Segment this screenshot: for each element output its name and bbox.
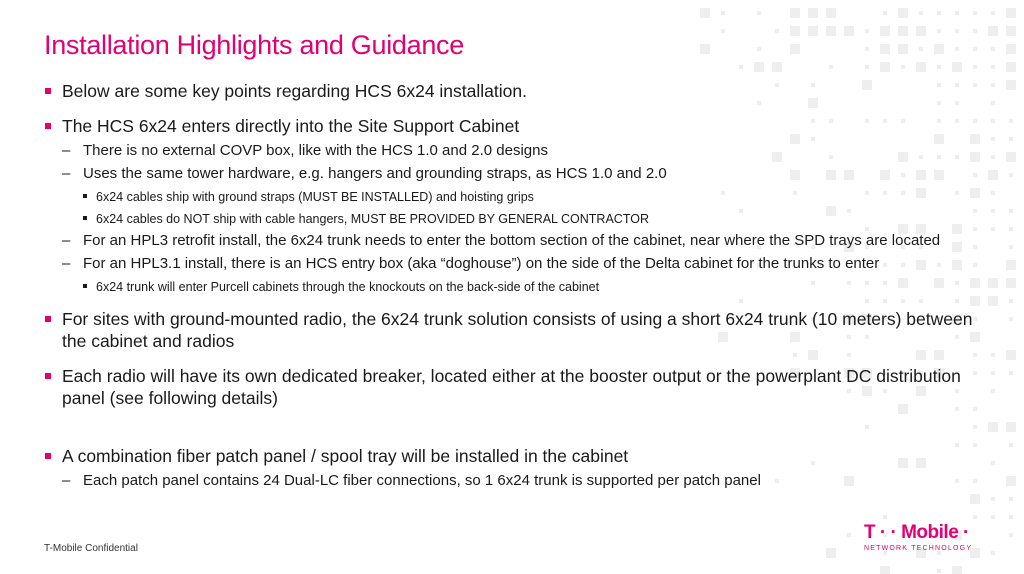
decorative-pixel xyxy=(916,62,926,72)
decorative-pixel xyxy=(991,47,995,51)
sub-sub-bullet-item xyxy=(44,279,984,295)
small-square-bullet-icon xyxy=(83,284,87,288)
decorative-pixel xyxy=(991,119,995,123)
decorative-pixel xyxy=(700,8,710,18)
decorative-pixel xyxy=(808,8,818,18)
decorative-pixel xyxy=(790,44,800,54)
dash-bullet-icon: – xyxy=(62,165,71,182)
decorative-pixel xyxy=(700,44,710,54)
decorative-pixel xyxy=(1009,533,1013,537)
decorative-pixel xyxy=(1009,317,1013,321)
decorative-pixel xyxy=(826,548,836,558)
decorative-pixel xyxy=(991,389,995,393)
t-mobile-logo xyxy=(864,522,984,562)
decorative-pixel xyxy=(898,26,908,36)
decorative-pixel xyxy=(880,26,890,36)
logo-wordmark: T · · Mobile · xyxy=(864,522,969,543)
decorative-pixel xyxy=(1006,26,1016,36)
dash-bullet-icon: – xyxy=(62,255,71,272)
decorative-pixel xyxy=(934,44,944,54)
decorative-pixel xyxy=(808,26,818,36)
decorative-pixel xyxy=(880,62,890,72)
decorative-pixel xyxy=(883,515,887,519)
decorative-pixel xyxy=(880,566,890,574)
decorative-pixel xyxy=(721,29,725,33)
decorative-pixel xyxy=(916,26,926,36)
decorative-pixel xyxy=(937,65,941,69)
square-bullet-icon xyxy=(45,316,51,322)
sub-bullet-item xyxy=(44,231,984,250)
decorative-pixel xyxy=(955,11,959,15)
decorative-pixel xyxy=(865,47,869,51)
decorative-pixel xyxy=(1006,476,1016,486)
decorative-pixel xyxy=(826,26,836,36)
decorative-pixel xyxy=(955,47,959,51)
bullet-list xyxy=(44,80,984,490)
bullet-item xyxy=(44,308,984,352)
sub-bullet-text: For an HPL3.1 install, there is an HCS entry box (aka “doghouse”) on the side of the Delta cabinet for the trunks to enter xyxy=(83,255,880,272)
bullet-text: The HCS 6x24 enters directly into the Site Support Cabinet xyxy=(62,116,520,136)
sub-sub-bullet-item xyxy=(44,211,984,227)
decorative-pixel xyxy=(844,26,854,36)
decorative-pixel xyxy=(988,296,998,306)
decorative-pixel xyxy=(829,65,833,69)
decorative-pixel xyxy=(919,47,923,51)
sub-bullet-item xyxy=(44,471,984,490)
square-bullet-icon xyxy=(45,88,51,94)
decorative-pixel xyxy=(1006,8,1016,18)
decorative-pixel xyxy=(937,569,941,573)
decorative-pixel xyxy=(991,155,995,159)
decorative-pixel xyxy=(865,65,869,69)
decorative-pixel xyxy=(1009,497,1013,501)
decorative-pixel xyxy=(973,65,977,69)
decorative-pixel xyxy=(991,137,995,141)
small-square-bullet-icon xyxy=(83,216,87,220)
decorative-pixel xyxy=(1006,44,1016,54)
sub-bullet-text: Each patch panel contains 24 Dual-LC fiber connections, so 1 6x24 trunk is supported per patch panel xyxy=(83,472,761,489)
decorative-pixel xyxy=(991,101,995,105)
decorative-pixel xyxy=(898,44,908,54)
decorative-pixel xyxy=(826,8,836,18)
decorative-pixel xyxy=(721,11,725,15)
decorative-pixel xyxy=(973,47,977,51)
decorative-pixel xyxy=(973,515,977,519)
decorative-pixel xyxy=(1006,278,1016,288)
decorative-pixel xyxy=(1006,80,1016,90)
decorative-pixel xyxy=(1009,227,1013,231)
decorative-pixel xyxy=(991,371,995,375)
decorative-pixel xyxy=(973,29,977,33)
sub-bullet-item xyxy=(44,164,984,183)
sub-bullet-item xyxy=(44,141,984,160)
decorative-pixel xyxy=(988,170,998,180)
decorative-pixel xyxy=(790,8,800,18)
decorative-pixel xyxy=(1006,62,1016,72)
sub-bullet-text: There is no external COVP box, like with the HCS 1.0 and 2.0 designs xyxy=(83,142,548,159)
decorative-pixel xyxy=(991,227,995,231)
logo-tagline: NETWORK TECHNOLOGY xyxy=(864,545,973,552)
decorative-pixel xyxy=(1006,350,1016,360)
decorative-pixel xyxy=(757,11,761,15)
decorative-pixel xyxy=(898,8,908,18)
decorative-pixel xyxy=(970,494,980,504)
decorative-pixel xyxy=(1009,245,1013,249)
sub-bullet-item xyxy=(44,254,984,273)
decorative-pixel xyxy=(952,62,962,72)
dash-bullet-icon: – xyxy=(62,472,71,489)
decorative-pixel xyxy=(1009,371,1013,375)
square-bullet-icon xyxy=(45,373,51,379)
sub-bullet-text: Uses the same tower hardware, e.g. hangers and grounding straps, as HCS 1.0 and 2.0 xyxy=(83,165,667,182)
decorative-pixel xyxy=(973,11,977,15)
decorative-pixel xyxy=(1009,137,1013,141)
decorative-pixel xyxy=(991,551,995,555)
bullet-item xyxy=(44,445,984,467)
decorative-pixel xyxy=(775,29,779,33)
confidential-footer: T-Mobile Confidential xyxy=(44,543,138,554)
decorative-pixel xyxy=(988,26,998,36)
dash-bullet-icon: – xyxy=(62,232,71,249)
decorative-pixel xyxy=(1006,422,1016,432)
sub-bullet-text: For an HPL3 retrofit install, the 6x24 trunk needs to enter the bottom section of the cabinet, near where the SPD trays are located xyxy=(83,232,941,249)
decorative-pixel xyxy=(952,566,962,574)
decorative-pixel xyxy=(847,533,851,537)
sub-sub-bullet-text: 6x24 trunk will enter Purcell cabinets through the knockouts on the back-side of the cabinet xyxy=(96,280,600,294)
decorative-pixel xyxy=(1009,173,1013,177)
decorative-pixel xyxy=(865,29,869,33)
bullet-text: Below are some key points regarding HCS 6x24 installation. xyxy=(62,81,527,101)
decorative-pixel xyxy=(1009,299,1013,303)
decorative-pixel xyxy=(1009,443,1013,447)
decorative-pixel xyxy=(991,497,995,501)
decorative-pixel xyxy=(883,11,887,15)
bullet-item xyxy=(44,80,984,102)
decorative-pixel xyxy=(739,65,743,69)
decorative-pixel xyxy=(988,422,998,432)
sub-sub-bullet-text: 6x24 cables do NOT ship with cable hangers, MUST BE PROVIDED BY GENERAL CONTRACTOR xyxy=(96,212,649,226)
decorative-pixel xyxy=(988,278,998,288)
decorative-pixel xyxy=(757,47,761,51)
sub-sub-bullet-text: 6x24 cables ship with ground straps (MUST BE INSTALLED) and hoisting grips xyxy=(96,190,534,204)
bullet-text: A combination fiber patch panel / spool tray will be installed in the cabinet xyxy=(62,446,629,466)
decorative-pixel xyxy=(955,29,959,33)
decorative-pixel xyxy=(1009,119,1013,123)
decorative-pixel xyxy=(1006,260,1016,270)
bullet-text: For sites with ground-mounted radio, the 6x24 trunk solution consists of using a short 6x24 trunk (10 meters) between the cabinet and radios xyxy=(62,309,973,351)
decorative-pixel xyxy=(991,461,995,465)
slide-title: Installation Highlights and Guidance xyxy=(44,30,464,60)
decorative-pixel xyxy=(880,44,890,54)
sub-sub-bullet-item xyxy=(44,189,984,205)
square-bullet-icon xyxy=(45,453,51,459)
bullet-item xyxy=(44,115,984,137)
decorative-pixel xyxy=(790,26,800,36)
decorative-pixel xyxy=(919,11,923,15)
decorative-pixel xyxy=(1006,152,1016,162)
square-bullet-icon xyxy=(45,123,51,129)
decorative-pixel xyxy=(772,62,782,72)
decorative-pixel xyxy=(991,11,995,15)
small-square-bullet-icon xyxy=(83,194,87,198)
decorative-pixel xyxy=(991,209,995,213)
decorative-pixel xyxy=(1009,209,1013,213)
decorative-pixel xyxy=(937,11,941,15)
decorative-pixel xyxy=(991,191,995,195)
decorative-pixel xyxy=(991,83,995,87)
decorative-pixel xyxy=(1009,515,1013,519)
decorative-pixel xyxy=(937,29,941,33)
bullet-item xyxy=(44,365,984,409)
dash-bullet-icon: – xyxy=(62,142,71,159)
decorative-pixel xyxy=(991,353,995,357)
decorative-pixel xyxy=(754,62,764,72)
decorative-pixel xyxy=(901,65,905,69)
decorative-pixel xyxy=(991,65,995,69)
decorative-pixel xyxy=(991,515,995,519)
bullet-text: Each radio will have its own dedicated breaker, located either at the booster output or the powerplant DC distribution panel (see following details) xyxy=(62,366,961,408)
